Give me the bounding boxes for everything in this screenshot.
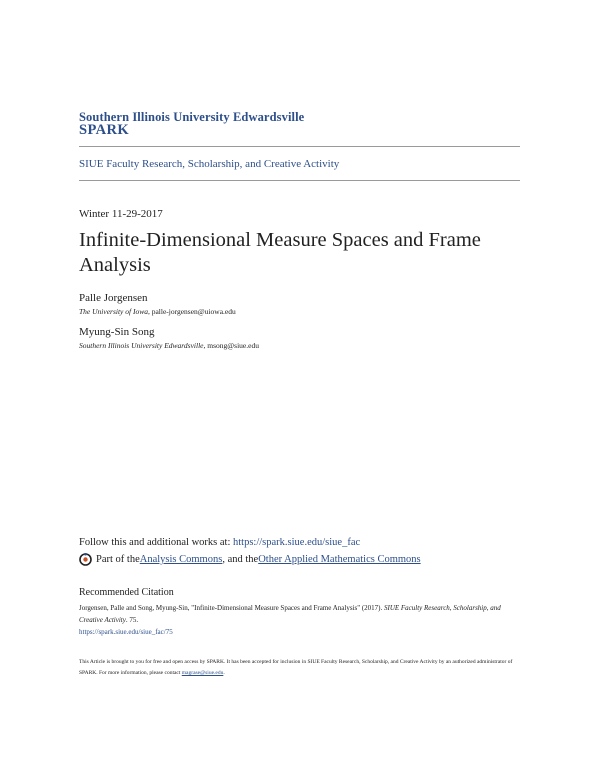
citation-series: SIUE Faculty Research, Scholarship, and Creative Activity [79,604,501,624]
footer-end: . [223,670,225,676]
citation-number: . 75. [125,616,139,624]
author-name: Myung-Sin Song [79,326,155,338]
footer-text: This Article is brought to you for free and open access by SPARK. It has been accepted for inclusion in SIUE Faculty Research, Scholarship, and Creative Activity by an authorized administrator of SPARK. For more information, please contact [79,659,513,676]
commons-network-icon [79,553,92,566]
author-email: msong@siue.edu [207,341,259,350]
part-of-line [79,553,421,566]
recommended-citation-text [79,602,519,638]
author-affiliation: Southern Illinois University Edwardsville, msong@siue.edu [79,341,259,350]
author-name: Palle Jorgensen [79,292,148,304]
part-of-middle: , and the [222,554,259,565]
part-of-prefix: Part of the [96,554,140,565]
affiliation-name: Southern Illinois University Edwardsville [79,341,204,350]
recommended-citation-heading: Recommended Citation [79,587,174,598]
follow-prefix: Follow this and additional works at: [79,537,233,548]
other-applied-mathematics-commons-link[interactable]: Other Applied Mathematics Commons [258,554,421,565]
author-affiliation: The University of Iowa, palle-jorgensen@uiowa.edu [79,307,236,316]
header-divider-top [79,146,520,147]
collection-url-link[interactable]: https://spark.siue.edu/siue_fac [233,537,361,548]
affiliation-name: The University of Iowa [79,307,148,316]
citation-authors-title: Jorgensen, Palle and Song, Myung-Sin, "Infinite-Dimensional Measure Spaces and Frame Analysis" (2017). [79,604,384,612]
collection-link[interactable]: SIUE Faculty Research, Scholarship, and Creative Activity [79,158,340,170]
collection-name [79,158,339,170]
repository-name: SPARK [79,122,130,138]
header-divider-bottom [79,180,520,181]
institution-name: Southern Illinois University Edwardsville [79,110,305,124]
analysis-commons-link[interactable]: Analysis Commons [139,554,223,565]
follow-line [79,537,360,548]
article-title: Infinite-Dimensional Measure Spaces and Frame Analysis [79,229,481,276]
author-email: palle-jorgensen@uiowa.edu [151,307,236,316]
footer-notice [79,657,519,679]
publication-date: Winter 11-29-2017 [79,208,163,220]
contact-email-link[interactable]: magrase@siue.edu [181,670,224,676]
citation-url-link[interactable]: https://spark.siue.edu/siue_fac/75 [79,628,173,636]
